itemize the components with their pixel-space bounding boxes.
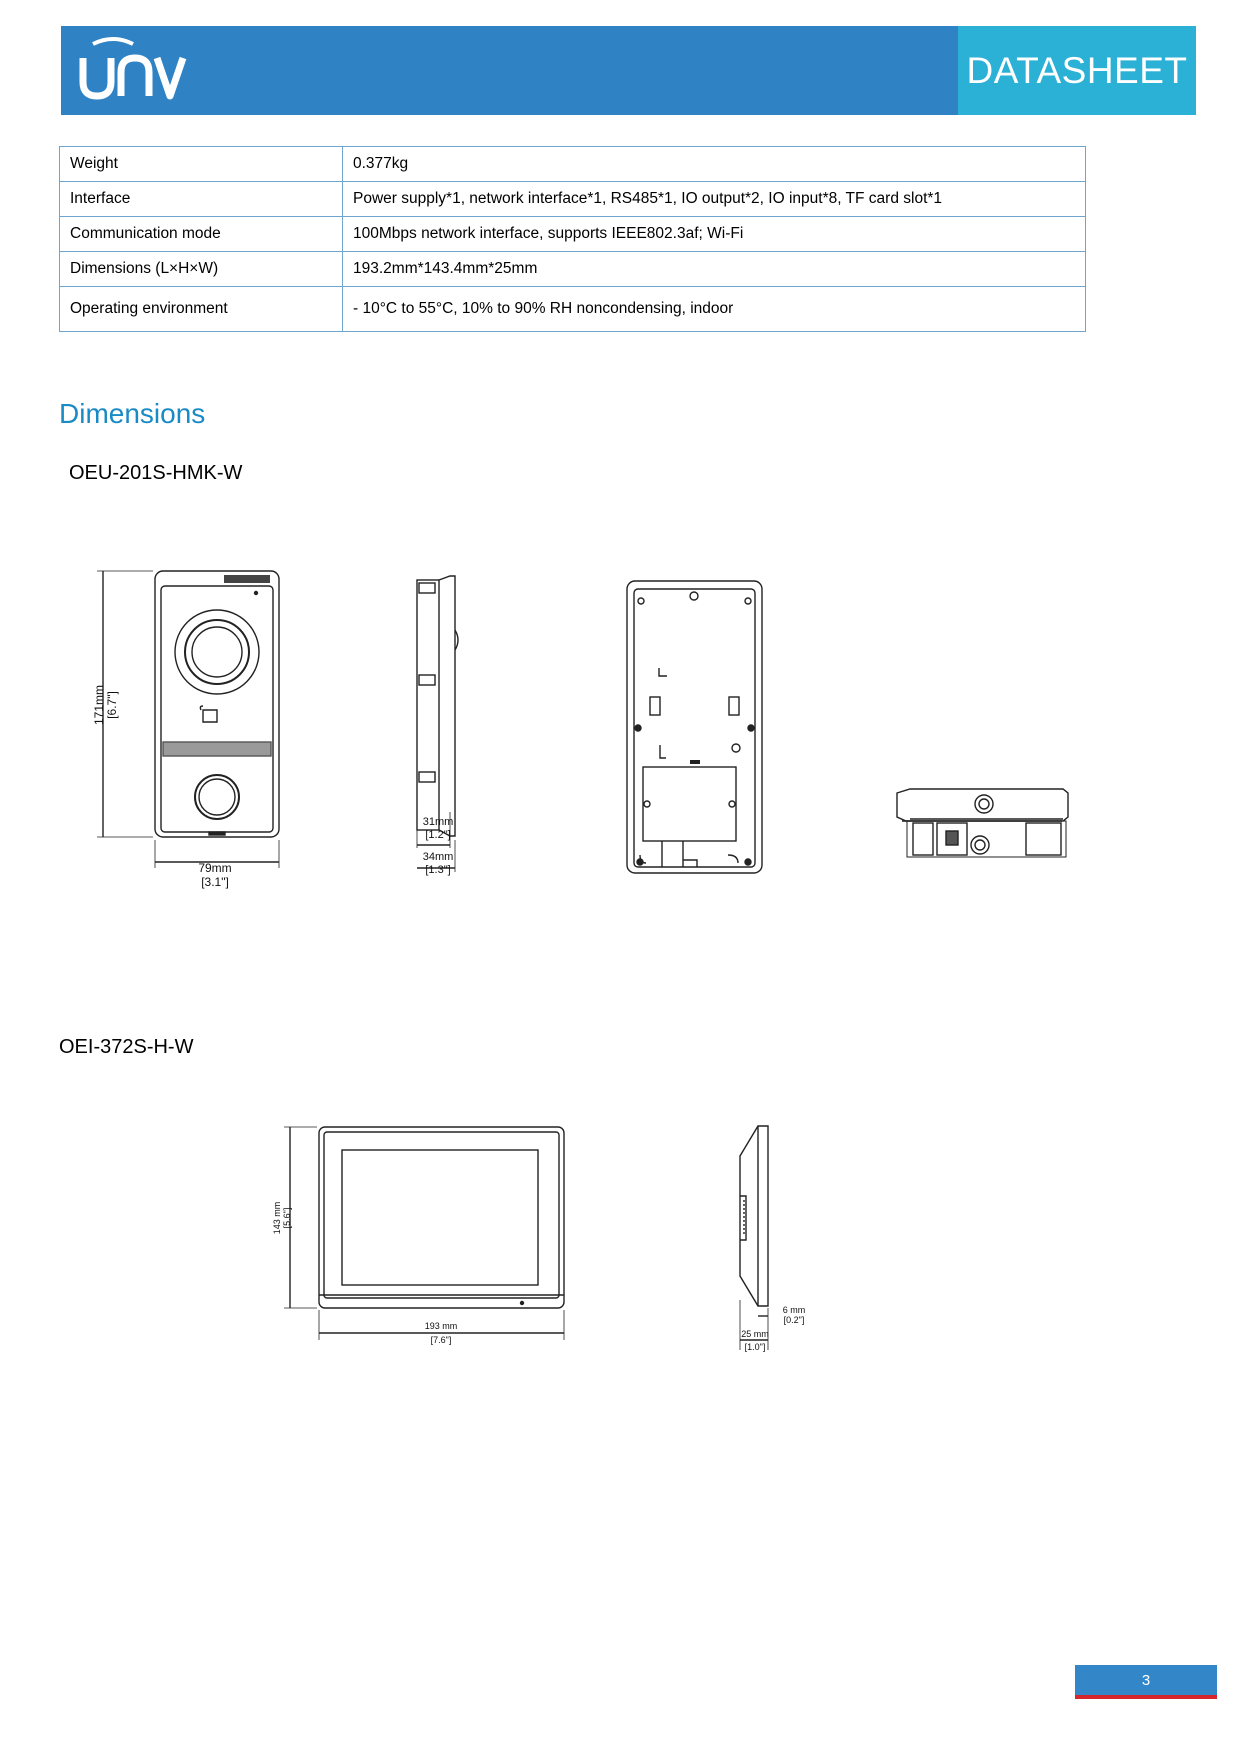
spec-label: Interface xyxy=(60,182,343,217)
doorbell-back-view xyxy=(627,581,762,873)
spec-value: 0.377kg xyxy=(343,147,1086,182)
spec-value: 193.2mm*143.4mm*25mm xyxy=(343,252,1086,287)
spec-value: - 10°C to 55°C, 10% to 90% RH noncondensing, indoor xyxy=(343,287,1086,332)
monitor-width-in: [7.6"] xyxy=(430,1335,452,1345)
page-number: 3 xyxy=(1075,1665,1217,1695)
model-name-monitor: OEI-372S-H-W xyxy=(59,1036,194,1058)
doorbell-width-mm: 79mm xyxy=(198,861,232,875)
monitor-depth1-mm: 6 mm xyxy=(782,1305,806,1315)
spec-label: Dimensions (L×H×W) xyxy=(60,252,343,287)
section-title: Dimensions xyxy=(59,398,206,429)
spec-value: 100Mbps network interface, supports IEEE802.3af; Wi-Fi xyxy=(343,217,1086,252)
doorbell-depth1-mm: 31mm xyxy=(422,816,454,828)
footer-accent-bar xyxy=(1075,1695,1217,1699)
doorbell-depth2-mm: 34mm xyxy=(422,851,454,863)
monitor-front-view xyxy=(284,1127,564,1340)
doorbell-height-in: [6.7"] xyxy=(105,691,119,719)
monitor-depth2-in: [1.0"] xyxy=(744,1342,766,1352)
doorbell-width-in: [3.1"] xyxy=(201,875,229,889)
monitor-side-view xyxy=(740,1126,768,1350)
doorbell-depth2-in: [1.3"] xyxy=(425,864,451,876)
monitor-width-mm: 193 mm xyxy=(424,1321,458,1331)
monitor-depth1-in: [0.2"] xyxy=(783,1315,805,1325)
doorbell-front-view xyxy=(97,571,279,868)
model-name-doorbell: OEU-201S-HMK-W xyxy=(69,462,243,484)
spec-label: Operating environment xyxy=(60,287,343,332)
doorbell-height-mm: 171mm xyxy=(92,684,106,726)
datasheet-badge: DATASHEET xyxy=(958,26,1196,115)
monitor-depth2-mm: 25 mm xyxy=(741,1329,769,1339)
doorbell-depth1-in: [1.2"] xyxy=(425,829,451,841)
spec-value: Power supply*1, network interface*1, RS485*1, IO output*2, IO input*8, TF card slot*1 xyxy=(343,182,1086,217)
monitor-height-mm: 143 mm xyxy=(272,1201,282,1235)
doorbell-bottom-view xyxy=(897,789,1068,857)
spec-label: Communication mode xyxy=(60,217,343,252)
monitor-height-in: [5.6"] xyxy=(282,1207,292,1229)
spec-label: Weight xyxy=(60,147,343,182)
